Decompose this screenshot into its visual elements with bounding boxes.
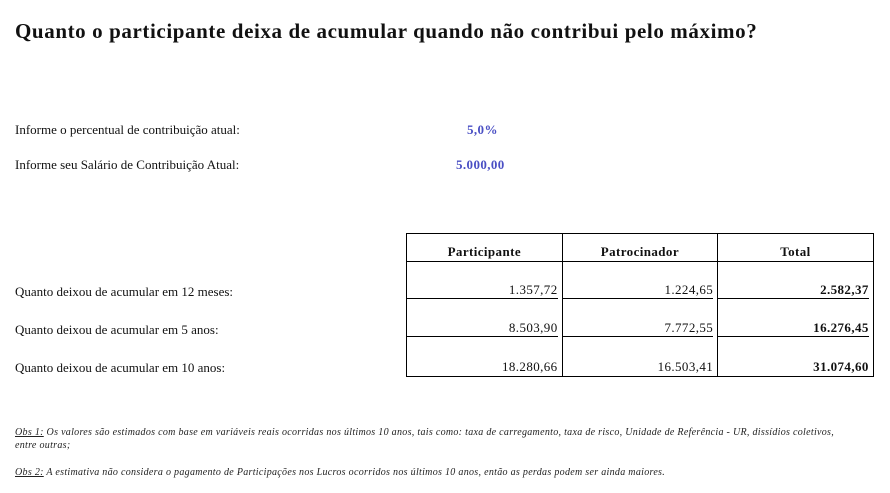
table-row: [407, 262, 874, 301]
results-table: [406, 233, 874, 377]
cell-value: 16.276,45: [718, 320, 869, 337]
cell-value: 1.224,65: [563, 282, 714, 299]
cell-value: 1.357,72: [407, 282, 558, 299]
note-text: A estimativa não considera o pagamento de Participações nos Lucros ocorridos nos últimos 10 anos, então as perdas podem ser ainda maiores.: [43, 467, 666, 478]
row-label-10-anos: Quanto deixou de acumular em 10 anos:: [15, 360, 226, 375]
header-participante: Participante: [407, 234, 563, 262]
cell-total: [718, 262, 874, 301]
cell-value: 16.503,41: [657, 359, 714, 374]
note-obs-2: [15, 466, 875, 479]
percentual-input[interactable]: 5,0%: [467, 122, 498, 137]
cell-total: [718, 338, 874, 377]
note-obs-1: [15, 426, 835, 452]
cell-participante: [407, 262, 563, 301]
percentual-label: Informe o percentual de contribuição atual:: [15, 122, 240, 137]
table-row: [407, 338, 874, 377]
cell-value: 31.074,60: [813, 359, 869, 374]
cell-participante: [407, 300, 563, 338]
page-title: Quanto o participante deixa de acumular quando não contribui pelo máximo?: [15, 19, 758, 43]
cell-value: 8.503,90: [407, 320, 558, 337]
header-total: Total: [718, 234, 874, 262]
cell-total: [718, 300, 874, 338]
salario-label: Informe seu Salário de Contribuição Atual:: [15, 157, 240, 172]
table-row: [407, 300, 874, 338]
row-label-12-meses: Quanto deixou de acumular em 12 meses:: [15, 284, 234, 299]
cell-value: 2.582,37: [718, 282, 869, 299]
cell-value: 18.280,66: [501, 359, 558, 374]
table-header-row: [407, 234, 874, 262]
note-tag: Obs 1:: [15, 427, 44, 438]
cell-patrocinador: [562, 300, 718, 338]
row-label-5-anos: Quanto deixou de acumular em 5 anos:: [15, 322, 219, 337]
note-text: Os valores são estimados com base em variáveis reais ocorridas nos últimos 10 anos, tais como: taxa de carregamento, taxa de risco, Unidade de Referência - UR, dissídios coletivos, entre outras;: [15, 427, 835, 451]
salario-input[interactable]: 5.000,00: [456, 157, 505, 172]
note-tag: Obs 2:: [15, 467, 44, 478]
header-patrocinador: Patrocinador: [562, 234, 718, 262]
cell-patrocinador: [562, 262, 718, 301]
cell-value: 7.772,55: [563, 320, 714, 337]
cell-patrocinador: [562, 338, 718, 377]
cell-participante: [407, 338, 563, 377]
